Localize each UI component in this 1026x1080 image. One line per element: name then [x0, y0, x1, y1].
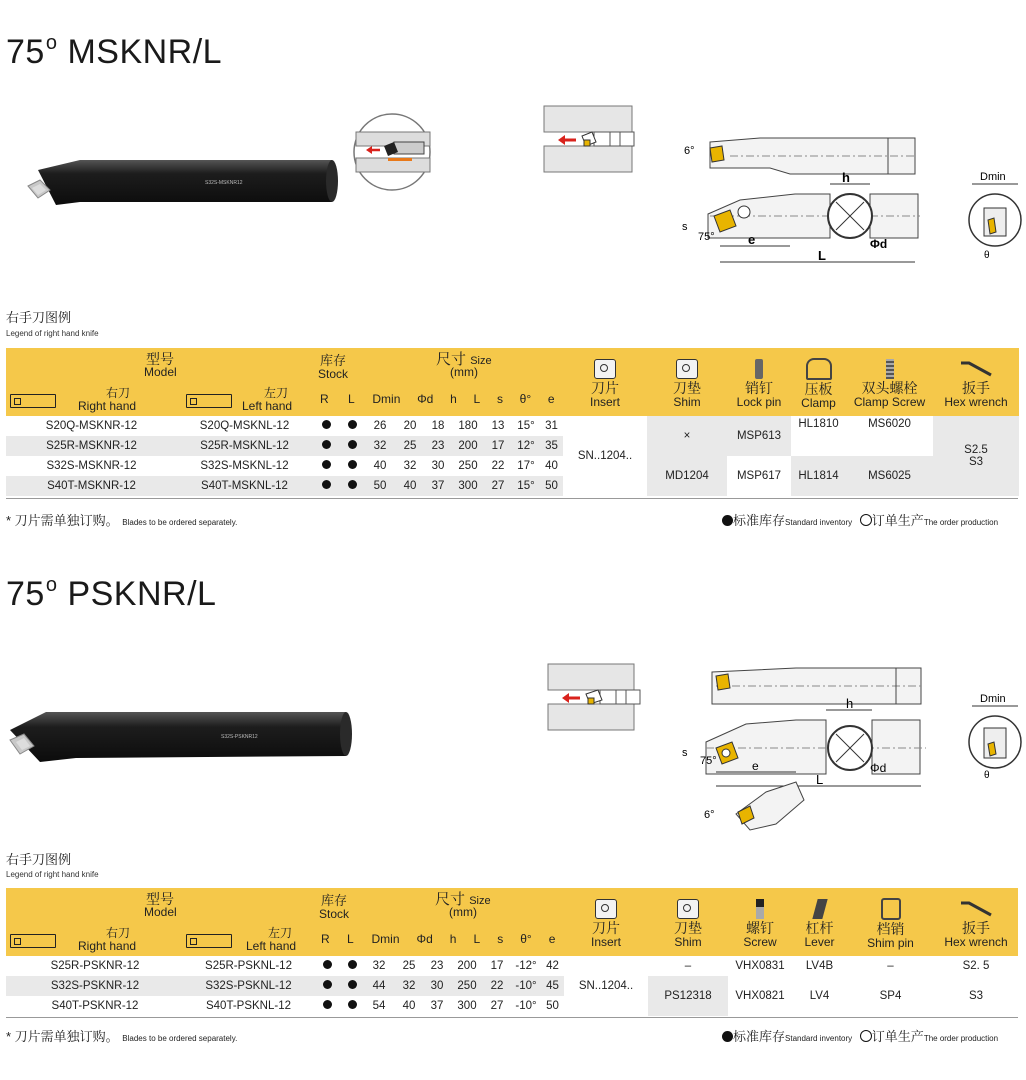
angle-label: 6°: [684, 145, 695, 157]
stock-header: [312, 348, 364, 416]
model-en: Model: [144, 365, 177, 379]
insert-cell: SN..1204..: [563, 416, 647, 496]
phid-label: Φd: [870, 237, 888, 251]
wrench-a: S2.5: [964, 444, 988, 456]
col-s: s: [497, 932, 504, 946]
insert-icon: [594, 359, 616, 379]
inventory-legend: [722, 510, 998, 529]
dim-cell: 40: [396, 476, 424, 496]
screw-cell: MS6020: [846, 416, 933, 456]
dim-cell: 23: [423, 956, 451, 976]
model-right: S25R-PSKNR-12: [6, 956, 184, 976]
shim-cell: PS12318: [648, 976, 728, 1016]
dim-cell: 25: [396, 436, 424, 456]
left-cn: 左刀: [268, 926, 293, 940]
screw-cell: MS6025: [846, 456, 933, 496]
dim-cell: 50: [541, 996, 564, 1016]
h-label: h: [846, 696, 854, 711]
spec-table-msknr: [6, 348, 1019, 496]
left-en: Left hand: [242, 399, 293, 413]
model-cn: 型号: [146, 891, 174, 907]
dim-cell: 13: [484, 416, 512, 436]
col-e: e: [548, 932, 556, 946]
s-label: s: [682, 221, 688, 233]
dim-cell: 12°: [512, 436, 540, 456]
table-row: [6, 956, 1018, 976]
hex-wrench-header: 扳手 Hex wrench: [933, 348, 1019, 416]
dim-cell: 22: [483, 976, 511, 996]
col-phid: Φd: [417, 392, 434, 406]
stock-dot: [323, 960, 332, 969]
col-phid: Φd: [416, 932, 433, 946]
size-en: Size: [469, 895, 491, 907]
dim-cell: 27: [483, 996, 511, 1016]
dim-cell: 32: [363, 956, 395, 976]
clamp-cell: HL1814: [791, 456, 846, 496]
pin-cell: –: [847, 956, 934, 976]
shim-pin-icon: [881, 898, 901, 920]
dimension-drawing: [670, 128, 925, 268]
legend-cn: 右手刀图例: [6, 852, 72, 867]
shim-cell: ×: [647, 416, 727, 456]
tool-bar-photo: [20, 150, 350, 220]
table-row: [6, 976, 1018, 996]
dim-cell: 32: [364, 436, 396, 456]
stock-l-cell: [340, 456, 364, 476]
dim-cell: 27: [484, 476, 512, 496]
col-s: s: [496, 392, 503, 406]
order-circle-icon: [860, 514, 872, 526]
inv-std-cn: 标准库存: [733, 513, 786, 528]
title-degree: o: [45, 32, 58, 54]
lever-header: 杠杆 Lever: [792, 888, 847, 956]
table-row: [6, 416, 1019, 436]
pin-cell: SP4: [847, 976, 934, 1016]
col-dmin: Dmin: [371, 932, 400, 946]
note-cn: * 刀片需单独订购。: [6, 513, 119, 528]
model-right: S40T-PSKNR-12: [6, 996, 184, 1016]
insert-icon: [595, 899, 617, 919]
stock-r-cell: [313, 956, 341, 976]
L-label: L: [818, 248, 826, 263]
legend-en: Legend of right hand knife: [6, 870, 99, 879]
standard-dot-icon: [722, 515, 733, 526]
stock-l: L: [347, 932, 354, 946]
dim-cell: 250: [452, 456, 484, 476]
inventory-legend: [722, 1026, 998, 1045]
table-divider: [6, 498, 1018, 499]
stock-dot: [348, 480, 357, 489]
inv-ord-en: The order production: [923, 518, 999, 527]
screw-header: 螺钉 Screw: [728, 888, 792, 956]
screw-cell: VHX0821: [728, 976, 792, 1016]
L-label: L: [816, 772, 824, 787]
wrench-b: S3: [968, 456, 984, 468]
size-header: [364, 348, 563, 416]
bore-detail-circle: [348, 112, 438, 192]
title-model: MSKNR/L: [67, 33, 223, 71]
hex-wrench-icon: [959, 359, 993, 379]
dim-cell: -10°: [511, 996, 541, 1016]
size-cn: 尺寸: [435, 891, 466, 908]
stock-en: Stock: [318, 367, 349, 381]
model-left: S40T-PSKNL-12: [184, 996, 313, 1016]
stock-dot: [348, 1000, 357, 1009]
tool-bar-label: S32S-MSKNR12: [205, 180, 243, 186]
e-label: e: [748, 232, 756, 247]
dim-cell: 40: [540, 456, 563, 476]
shim-cell: –: [648, 956, 728, 976]
order-circle-icon: [860, 1030, 872, 1042]
boring-schematic: [544, 662, 644, 734]
stock-en: Stock: [319, 907, 350, 921]
dim-cell: 250: [451, 976, 483, 996]
dim-cell: 50: [364, 476, 396, 496]
dim-cell: 23: [424, 436, 452, 456]
spec-table-psknr: [6, 888, 1018, 1016]
size-en: Size: [470, 355, 492, 367]
shim-header: 刀垫 Shim: [647, 348, 727, 416]
inv-ord-cn: 订单生产: [871, 1029, 924, 1044]
stock-r-cell: [312, 456, 340, 476]
legend-cn: 右手刀图例: [6, 310, 72, 325]
stock-dot: [322, 440, 331, 449]
screw-icon: [756, 899, 764, 919]
stock-r-cell: [312, 436, 340, 456]
insert-header: 刀片 Insert: [563, 348, 647, 416]
model-right: S20Q-MSKNR-12: [6, 416, 177, 436]
title-number: 75: [6, 575, 45, 613]
dim-cell: 40: [395, 996, 423, 1016]
model-left: S25R-MSKNL-12: [177, 436, 312, 456]
order-note: [6, 510, 237, 529]
clamp-cell: HL1810: [791, 416, 846, 456]
stock-dot: [322, 420, 331, 429]
angle75-label: 75°: [700, 755, 717, 767]
stock-l-cell: [341, 976, 363, 996]
note-en: Blades to be ordered separately.: [122, 518, 238, 527]
wrench-cell: S2. 5: [934, 956, 1018, 976]
inv-std-cn: 标准库存: [733, 1029, 786, 1044]
dim-cell: 20: [396, 416, 424, 436]
model-left: S25R-PSKNL-12: [184, 956, 313, 976]
wrench-cell: [933, 416, 1019, 496]
theta-label: θ: [984, 250, 990, 261]
lock-pin-header: 销钉 Lock pin: [727, 348, 791, 416]
stock-l: L: [348, 392, 355, 406]
s-label: s: [682, 747, 688, 759]
dim-cell: 31: [540, 416, 563, 436]
dim-cell: 17°: [512, 456, 540, 476]
stock-l-cell: [340, 416, 364, 436]
inv-std-en: Standard inventory: [785, 518, 853, 527]
left-hand-icon: [186, 934, 232, 948]
col-theta: θ°: [520, 932, 532, 946]
pin-cell: MSP613: [727, 416, 791, 456]
stock-dot: [348, 460, 357, 469]
size-cn: 尺寸: [436, 351, 467, 368]
angle-label: 6°: [704, 809, 715, 821]
right-cn: 右刀: [106, 926, 131, 940]
model-left: S20Q-MSKNL-12: [177, 416, 312, 436]
table-divider: [6, 1017, 1018, 1018]
dim-cell: 45: [541, 976, 564, 996]
stock-r-cell: [312, 476, 340, 496]
dim-cell: 25: [395, 956, 423, 976]
section2-title: [6, 574, 216, 614]
dim-cell: -12°: [511, 956, 541, 976]
stock-r-cell: [313, 976, 341, 996]
dim-cell: 32: [395, 976, 423, 996]
note-cn: * 刀片需单独订购。: [6, 1029, 119, 1044]
shim-icon: [677, 899, 699, 919]
dimension-drawing: [676, 664, 926, 834]
lever-cell: LV4: [792, 976, 847, 1016]
dim-cell: 200: [451, 956, 483, 976]
lever-icon: [812, 899, 827, 919]
right-hand-icon: [10, 394, 56, 408]
table-row: [6, 456, 1019, 476]
title-degree: o: [45, 574, 58, 596]
col-L: L: [473, 932, 481, 946]
model-left: S40T-MSKNL-12: [177, 476, 312, 496]
hex-wrench-icon: [959, 899, 993, 919]
right-en: Right hand: [78, 399, 137, 413]
stock-dot: [348, 960, 357, 969]
dim-cell: 50: [540, 476, 563, 496]
dim-cell: 15°: [512, 476, 540, 496]
clamp-icon: [806, 358, 832, 380]
stock-l-cell: [340, 436, 364, 456]
legend-en: Legend of right hand knife: [6, 329, 99, 338]
stock-dot: [348, 420, 357, 429]
stock-l-cell: [340, 476, 364, 496]
right-cn: 右刀: [106, 386, 131, 400]
stock-cn: 库存: [320, 353, 347, 368]
stock-dot: [323, 1000, 332, 1009]
size-unit: (mm): [449, 905, 477, 919]
title-model: PSKNR/L: [67, 575, 217, 613]
dim-cell: 200: [452, 436, 484, 456]
col-L: L: [473, 392, 481, 406]
stock-header: [313, 888, 363, 956]
dmin-label: Dmin: [980, 693, 1006, 705]
dim-cell: 22: [484, 456, 512, 476]
col-dmin: Dmin: [372, 392, 401, 406]
dim-cell: 180: [452, 416, 484, 436]
boring-schematic: [540, 104, 640, 176]
right-hand-icon: [10, 934, 56, 948]
dmin-detail: [966, 168, 1024, 266]
tool-bar-label: S32S-PSKNR12: [221, 734, 258, 740]
model-en: Model: [144, 905, 177, 919]
dim-cell: 26: [364, 416, 396, 436]
theta-label: θ: [984, 770, 990, 781]
dim-cell: 300: [452, 476, 484, 496]
clamp-screw-icon: [886, 359, 894, 379]
dim-cell: 18: [424, 416, 452, 436]
dmin-label: Dmin: [980, 171, 1006, 183]
note-en: Blades to be ordered separately.: [122, 1034, 238, 1043]
tool-bar-photo: [6, 700, 356, 780]
clamp-screw-header: 双头螺栓 Clamp Screw: [846, 348, 933, 416]
stock-dot: [348, 980, 357, 989]
dim-cell: 32: [396, 456, 424, 476]
dim-cell: 17: [484, 436, 512, 456]
model-right: S25R-MSKNR-12: [6, 436, 177, 456]
dim-cell: -10°: [511, 976, 541, 996]
dim-cell: 300: [451, 996, 483, 1016]
model-right: S32S-MSKNR-12: [6, 456, 177, 476]
inv-ord-cn: 订单生产: [871, 513, 924, 528]
lever-cell: LV4B: [792, 956, 847, 976]
right-en: Right hand: [78, 939, 137, 953]
stock-dot: [322, 460, 331, 469]
model-right: S32S-PSKNR-12: [6, 976, 184, 996]
col-theta: θ°: [519, 392, 532, 406]
section1-title: [6, 32, 222, 72]
stock-r: R: [321, 932, 330, 946]
e-label: e: [752, 759, 759, 773]
size-unit: (mm): [450, 365, 478, 379]
dim-cell: 37: [424, 476, 452, 496]
dim-cell: 15°: [512, 416, 540, 436]
angle75-label: 75°: [698, 231, 715, 243]
clamp-header: 压板 Clamp: [791, 348, 846, 416]
model-left: S32S-MSKNL-12: [177, 456, 312, 476]
pin-cell: MSP617: [727, 456, 791, 496]
shim-icon: [676, 359, 698, 379]
insert-cell: SN..1204..: [564, 956, 648, 1016]
standard-dot-icon: [722, 1031, 733, 1042]
title-number: 75: [6, 33, 45, 71]
left-en: Left hand: [246, 939, 297, 953]
stock-dot: [322, 480, 331, 489]
phid-label: Φd: [870, 761, 887, 775]
stock-l-cell: [341, 956, 363, 976]
dim-cell: 40: [364, 456, 396, 476]
model-header: [6, 888, 313, 956]
dim-cell: 54: [363, 996, 395, 1016]
insert-header: 刀片 Insert: [564, 888, 648, 956]
h-label: h: [842, 170, 850, 185]
dim-cell: 30: [423, 976, 451, 996]
dim-cell: 44: [363, 976, 395, 996]
stock-dot: [323, 980, 332, 989]
hex-wrench-header: 扳手 Hex wrench: [934, 888, 1018, 956]
col-e: e: [547, 392, 555, 406]
stock-r: R: [320, 392, 329, 406]
stock-r-cell: [313, 996, 341, 1016]
left-hand-icon: [186, 394, 232, 408]
stock-l-cell: [341, 996, 363, 1016]
col-h: h: [450, 392, 457, 406]
screw-cell: VHX0831: [728, 956, 792, 976]
inv-ord-en: The order production: [923, 1034, 999, 1043]
stock-dot: [348, 440, 357, 449]
model-header: [6, 348, 312, 416]
dim-cell: 42: [541, 956, 564, 976]
model-left: S32S-PSKNL-12: [184, 976, 313, 996]
order-note: [6, 1026, 237, 1045]
stock-r-cell: [312, 416, 340, 436]
left-cn: 左刀: [264, 386, 289, 400]
inv-std-en: Standard inventory: [785, 1034, 853, 1043]
dmin-detail: [966, 690, 1024, 788]
col-h: h: [449, 932, 457, 946]
shim-cell: MD1204: [647, 456, 727, 496]
size-header: [363, 888, 564, 956]
model-right: S40T-MSKNR-12: [6, 476, 177, 496]
dim-cell: 35: [540, 436, 563, 456]
dim-cell: 30: [424, 456, 452, 476]
model-cn: 型号: [146, 351, 174, 367]
lock-pin-icon: [755, 359, 763, 379]
shim-pin-header: 档销 Shim pin: [847, 888, 934, 956]
dim-cell: 17: [483, 956, 511, 976]
shim-header: 刀垫 Shim: [648, 888, 728, 956]
dim-cell: 37: [423, 996, 451, 1016]
wrench-cell: S3: [934, 976, 1018, 1016]
stock-cn: 库存: [321, 893, 348, 908]
